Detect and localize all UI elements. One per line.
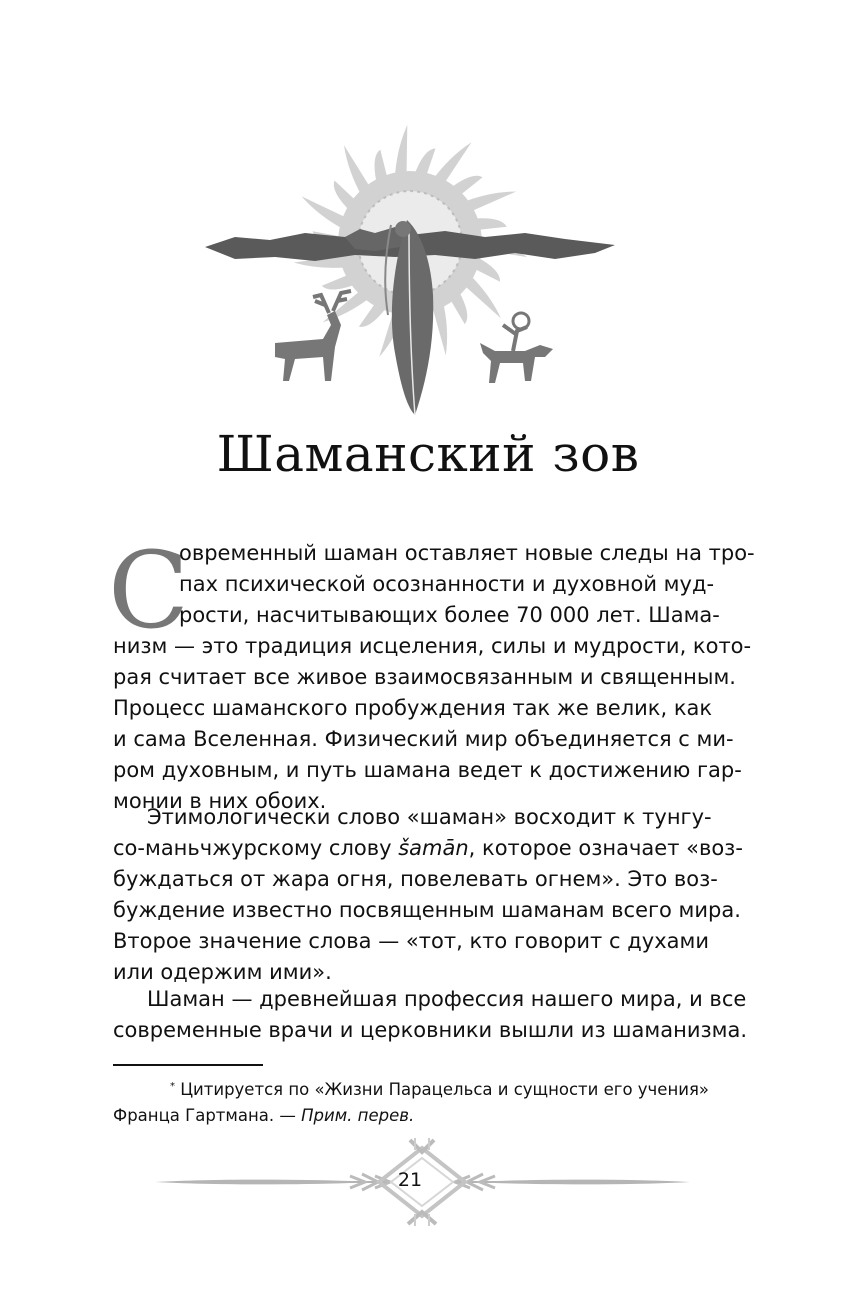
text-line: пах психической осознанности и духовной муд- [179,572,715,596]
text-line: ром духовным, и путь шамана ведет к достижению гар- [113,758,742,782]
footnote-text: Цитируется по «Жизни Парацельса и сущности его учения» [180,1080,709,1099]
sun-ray [462,192,516,213]
text-line: низм — это традиция исцеления, силы и мудрости, кото- [113,634,752,658]
sun-ray [471,218,506,230]
footnote-note: Прим. перев. [301,1106,415,1125]
sun-ray [471,256,500,282]
sun-ray [395,125,408,179]
text-line: монии в них обоих. [113,789,327,813]
text-segment: со-маньчжурскому слову [113,836,399,860]
sun-feather-ornament-icon [195,125,625,420]
footnote-line [113,1103,709,1129]
sun-ray [462,274,501,319]
text-line: современные врачи и церковники вышли из шаманизма. [113,1018,748,1042]
text-segment: , которое означает «воз- [468,836,743,860]
page-number: 21 [397,1169,423,1191]
text-line: рости, насчитывающих более 70 000 лет. Шама- [179,603,720,627]
text-line: или одержим ими». [113,960,332,984]
footnote-text: Франца Гартмана. — [113,1106,302,1125]
footnote [113,1074,709,1129]
text-line: и сама Вселенная. Физический мир объединяется с ми- [113,727,734,751]
sun-ray [344,145,371,197]
footnote-divider [113,1064,263,1066]
drop-cap-letter: С [108,529,190,652]
text-line: буждаться от жара огня, повелевать огнем». Это воз- [113,867,718,891]
paragraph-2 [113,802,743,988]
paragraph-3 [113,984,748,1046]
sun-ray [322,274,358,290]
text-line: овременный шаман оставляет новые следы на тро- [179,541,755,565]
text-line: Второе значение слова — «тот, кто говорит с духами [113,929,709,953]
footnote-line [113,1074,709,1103]
text-line: рая считает все живое взаимосвязанным и священным. [113,665,736,689]
text-line [113,833,743,864]
text-line: Шаман — древнейшая профессия нашего мира, и все [147,987,747,1011]
sun-ray [375,150,389,186]
sun-ray [414,148,436,178]
text-line: Процесс шаманского пробуждения так же велик, как [113,696,713,720]
chapter-title: Шаманский зов [216,425,640,483]
text-line: буждение известно посвященным шаманам всего мира. [113,898,741,922]
italic-term: šamān [398,836,469,860]
footnote-marker: * [169,1081,175,1092]
text-line: Этимологически слово «шаман» восходит к тунгу- [147,805,712,829]
sun-ray [432,300,447,355]
sun-ray [334,181,358,213]
